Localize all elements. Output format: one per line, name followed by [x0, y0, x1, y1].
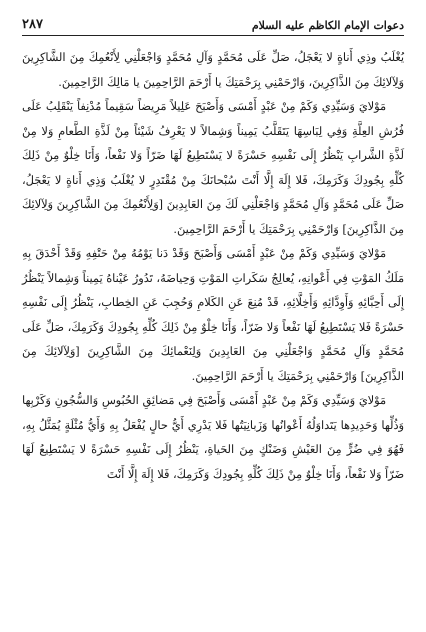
book-page — [22, 6, 404, 626]
page-header — [22, 6, 404, 36]
running-title: دعوات الإمام الكاظم عليه السلام — [251, 19, 404, 32]
paragraph-sick-servant: مَوْلايَ وَسَيِّدِي وَكَمْ مِنْ عَبْدٍ أَمْسَى وَأَصْبَحَ عَلِيلاً مَرِيضاً سَقِيماً مُدْنِفاً يَنْقَلِبُ عَلَى فُرُشِ العِلَّةِ وَفِي لِبَاسِهَا يَتَقَلَّبُ يَمِيناً وَشِمالاً لا يَعْرِفُ شَيْئاً مِنْ لَذَّةِ الطَّعامِ وَلا مِنْ لَذَّةِ الشَّرابِ يَنْظُرُ إِلَى نَفْسِهِ حَسْرَةً لا يَسْتَطِيعُ لَهَا ضَرّاً وَلا نَفْعاً، وَأَنَا خِلْوٌ مِنْ ذَلِكَ كُلِّهِ بِجُودِكَ وَكَرَمِكَ، فَلا إِلَهَ إِلَّا أَنْتَ سُبْحانَكَ مِنْ مُقْتَدِرٍ لا يُغْلَبُ وَذِي أَناةٍ لا يَعْجَلُ، صَلِّ عَلَى مُحَمَّدٍ وَآلِ مُحَمَّدٍ وَاجْعَلْنِي لَكَ مِنَ العَابِدِينَ [وَلِأَنْعُمِكَ مِنَ الشَّاكِرِينَ وَلِآلائِكَ مِنَ الذَّاكِرِينَ] وَارْحَمْنِي بِرَحْمَتِكَ يا أَرْحَمَ الرَّاحِمِينَ. — [22, 100, 404, 236]
paragraph-imprisoned-servant: مَوْلايَ وَسَيِّدِي وَكَمْ مِنْ عَبْدٍ أَمْسَى وَأَصْبَحَ فِي مَضائِقِ الحُبُوسِ وَالسُّجُونِ وَكَرْبِها وَذُلِّها وَحَدِيدِها يَتَداوَلُهُ أَعْوانُها وَزَبانِيَتُها فَلا يَدْرِي أَيُّ حالٍ يُفْعَلُ بِهِ وَأَيُّ مُثْلَةٍ يُمَثَّلُ بِهِ، فَهُوَ فِي ضُرٍّ مِنَ العَيْشِ وَضَنْكٍ مِنَ الحَياةِ، يَنْظُرُ إِلَى نَفْسِهِ حَسْرَةً لا يَسْتَطِيعُ لَهَا ضَرّاً وَلا نَفْعاً، وَأَنَا خِلْوٌ مِنْ ذَلِكَ كُلِّهِ بِجُودِكَ وَكَرَمِكَ، فَلا إِلَهَ إِلَّا أَنْتَ — [22, 394, 404, 481]
paragraph-dying-servant: مَوْلايَ وَسَيِّدِي وَكَمْ مِنْ عَبْدٍ أَمْسَى وَأَصْبَحَ وَقَدْ دَنا يَوْمُهُ مِنْ حَتْفِهِ وَقَدْ أَحْدَقَ بِهِ مَلَكُ المَوْتِ فِي أَعْوانِهِ، يُعالِجُ سَكَراتِ المَوْتِ وَحِياضَهُ، تَدُورُ عَيْناهُ يَمِيناً وَشِمالاً يَنْظُرُ إِلَى أَحِبَّائِهِ وَأَوِدَّائِهِ وَأَخِلَّائِهِ، قَدْ مُنِعَ عَنِ الكَلامِ وَحُجِبَ عَنِ الخِطابِ، يَنْظُرُ إِلَى نَفْسِهِ حَسْرَةً فَلا يَسْتَطِيعُ لَهَا نَفْعاً وَلا ضَرّاً، وَأَنَا خِلْوٌ مِنْ ذَلِكَ كُلِّهِ بِجُودِكَ وَكَرَمِكَ، صَلِّ عَلَى مُحَمَّدٍ وَآلِ مُحَمَّدٍ وَاجْعَلْنِي مِنَ العَابِدِينَ وَلِنَعْمائِكَ مِنَ الشَّاكِرِينَ [وَلِآلائِكَ مِنَ الذَّاكِرِينَ] وَارْحَمْنِي بِرَحْمَتِكَ يا أَرْحَمَ الرَّاحِمِينَ. — [22, 247, 404, 383]
page-number: ٢٨٧ — [22, 17, 43, 32]
paragraph-continuation: يُغْلَبُ وذِي أَناةٍ لا يَعْجَلُ، صَلِّ عَلَى مُحَمَّدٍ وَآلِ مُحَمَّدٍ وَاجْعَلْنِي لِأَنْعُمِكَ مِنَ الشَّاكِرِينَ وَلِآلائِكَ مِنَ الذَّاكِرِينَ، وَارْحَمْنِي بِرَحْمَتِكَ يا أَرْحَمَ الرَّاحِمِينَ يا مَالِكَ الرَّاحِمِينَ. — [22, 51, 404, 89]
body-text — [22, 46, 404, 487]
